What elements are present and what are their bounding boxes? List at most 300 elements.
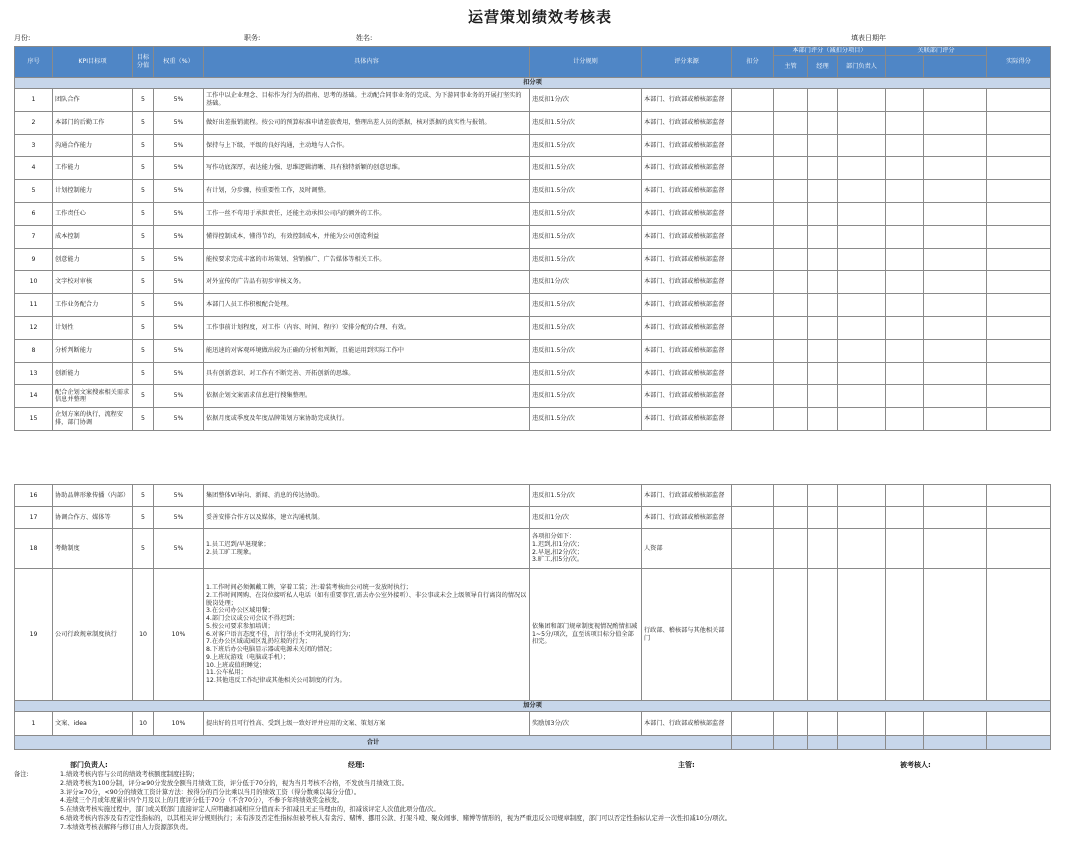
- score-source: 本部门、行政部或稽核部监督: [642, 111, 732, 134]
- score-cell: [732, 157, 774, 180]
- score-cell: [987, 362, 1051, 385]
- weight: 5%: [154, 385, 204, 408]
- scoring-rule: 违反扣1.5分/次: [530, 111, 642, 134]
- kpi-item: 协调合作方、媒体等: [53, 507, 133, 529]
- row-number: 8: [15, 339, 53, 362]
- score-cell: [987, 157, 1051, 180]
- row-number: 11: [15, 294, 53, 317]
- score-cell: [987, 180, 1051, 203]
- score-cell: [987, 89, 1051, 112]
- score-source: 本部门、行政部或稽核部监督: [642, 89, 732, 112]
- row-content: 依据月度或季度及年度品牌策划方案协助完成执行。: [204, 408, 530, 431]
- score-source: 本部门、行政部或稽核部监督: [642, 339, 732, 362]
- name-label: 姓名:: [356, 34, 373, 42]
- score-cell: [838, 180, 886, 203]
- note-item: 2.绩效考核为100分制，评分≥90分发放全额当月绩效工资，评分低于70分的，视为当月考核不合格，不发放当月绩效工资。: [60, 779, 408, 787]
- row-number: 1: [15, 89, 53, 112]
- score-cell: [838, 485, 886, 507]
- scoring-rule: 违反扣1分/次: [530, 271, 642, 294]
- score-cell: [924, 569, 987, 701]
- score-cell: [808, 529, 838, 569]
- score-cell: [886, 529, 924, 569]
- score-cell: [838, 248, 886, 271]
- score-cell: [886, 180, 924, 203]
- score-cell: [838, 316, 886, 339]
- kpi-item: 沟通合作能力: [53, 134, 133, 157]
- score-cell: [808, 339, 838, 362]
- target-score: 5: [133, 385, 154, 408]
- note-item: 5.在绩效考核实施过程中，部门或关联部门直接评定人应明确扣减相应分值而未予扣减且无正当理由的，扣减该评定人次值此项分值/次。: [60, 806, 440, 814]
- score-cell: [808, 271, 838, 294]
- score-cell: [987, 408, 1051, 431]
- total-cell: [808, 736, 838, 750]
- score-cell: [774, 385, 808, 408]
- score-cell: [838, 385, 886, 408]
- score-cell: [924, 712, 987, 736]
- target-score: 5: [133, 180, 154, 203]
- total-label: 合计: [15, 736, 732, 750]
- score-source: 本部门、行政部或稽核部监督: [642, 202, 732, 225]
- score-cell: [924, 248, 987, 271]
- weight: 5%: [154, 134, 204, 157]
- weight: 10%: [154, 569, 204, 701]
- note-item: 3.评分≥70分，<90分的绩效工资计算方法：按得分的百分比乘以当月的绩效工资（得分数乘以每分分值）。: [60, 788, 361, 796]
- total-cell: [732, 736, 774, 750]
- score-cell: [924, 271, 987, 294]
- score-cell: [924, 202, 987, 225]
- table-row: [15, 202, 1051, 225]
- score-cell: [732, 225, 774, 248]
- score-cell: [886, 316, 924, 339]
- score-source: 本部门、行政部或稽核部监督: [642, 316, 732, 339]
- score-cell: [924, 157, 987, 180]
- score-cell: [732, 339, 774, 362]
- score-cell: [838, 134, 886, 157]
- score-cell: [886, 507, 924, 529]
- table-row: [15, 385, 1051, 408]
- scoring-rule: 违反扣1.5分/次: [530, 248, 642, 271]
- score-cell: [886, 712, 924, 736]
- weight: 5%: [154, 339, 204, 362]
- weight: 5%: [154, 529, 204, 569]
- score-cell: [886, 157, 924, 180]
- header-no: 序号: [15, 47, 53, 78]
- header-target: 目标分值: [133, 47, 154, 78]
- scoring-rule: 违反扣1分/次: [530, 89, 642, 112]
- score-cell: [808, 507, 838, 529]
- score-source: 本部门、行政部或稽核部监督: [642, 180, 732, 203]
- score-cell: [987, 712, 1051, 736]
- target-score: 10: [133, 712, 154, 736]
- row-content: 有计划，分步骤，按重要性工作，及时调整。: [204, 180, 530, 203]
- header-content: 具体内容: [204, 47, 530, 78]
- score-cell: [886, 225, 924, 248]
- score-cell: [732, 485, 774, 507]
- row-number: 7: [15, 225, 53, 248]
- score-cell: [987, 569, 1051, 701]
- target-score: 5: [133, 225, 154, 248]
- row-number: 3: [15, 134, 53, 157]
- table-row: [15, 569, 1051, 701]
- score-source: 人资部: [642, 529, 732, 569]
- sign-supervisor: 主管:: [678, 761, 695, 769]
- table-row: [15, 529, 1051, 569]
- weight: 5%: [154, 225, 204, 248]
- row-content: 集团整体VI导向、新闻、消息的传达协助。: [204, 485, 530, 507]
- score-cell: [886, 385, 924, 408]
- sign-dept-head: 部门负责人:: [70, 761, 108, 769]
- score-cell: [838, 362, 886, 385]
- scoring-rule: 违反扣1.5分/次: [530, 294, 642, 317]
- date-label: 填表日期年: [851, 34, 886, 42]
- score-cell: [774, 712, 808, 736]
- score-cell: [924, 294, 987, 317]
- kpi-item: 成本控制: [53, 225, 133, 248]
- score-cell: [808, 362, 838, 385]
- row-content: 懂得控制成本，懂得节约，有效控制成本，并能为公司创造利益: [204, 225, 530, 248]
- kpi-table-upper: [14, 46, 1051, 431]
- score-cell: [774, 507, 808, 529]
- total-cell: [924, 736, 987, 750]
- header-supervisor: 主管: [774, 56, 808, 78]
- score-cell: [774, 316, 808, 339]
- kpi-item: 本部门的后勤工作: [53, 111, 133, 134]
- target-score: 5: [133, 339, 154, 362]
- score-cell: [808, 485, 838, 507]
- score-cell: [987, 339, 1051, 362]
- score-cell: [808, 202, 838, 225]
- score-cell: [774, 111, 808, 134]
- weight: 5%: [154, 111, 204, 134]
- score-cell: [886, 485, 924, 507]
- row-content: 提出好的且可行性高、受到上级一致好评并应用的文案、策划方案: [204, 712, 530, 736]
- weight: 5%: [154, 248, 204, 271]
- score-cell: [808, 569, 838, 701]
- score-cell: [808, 408, 838, 431]
- header-dept-group: 本部门评分（减扣分项目）: [774, 47, 886, 56]
- target-score: 5: [133, 89, 154, 112]
- score-cell: [886, 408, 924, 431]
- score-source: 行政部、稽核部与其他相关部门: [642, 569, 732, 701]
- score-cell: [808, 111, 838, 134]
- weight: 5%: [154, 202, 204, 225]
- note-item: 6.绩效考核内容涉及有否定性指标的，以其相关评分规则执行；未有涉及否定性指标但被考核人有贪污、赌博、挪用公款、打架斗殴、聚众闹事、赌博等情形的，视为严重违反公司规章制度，部门可以否定性指标认定并一次性扣减10分/项次。: [60, 815, 732, 823]
- note-item: 1.绩效考核内容与公司的绩效考核额度制度挂钩；: [60, 771, 199, 778]
- score-cell: [924, 89, 987, 112]
- score-cell: [732, 89, 774, 112]
- scoring-rule: 违反扣1.5分/次: [530, 134, 642, 157]
- row-number: 16: [15, 485, 53, 507]
- score-cell: [924, 385, 987, 408]
- score-cell: [732, 507, 774, 529]
- score-cell: [732, 248, 774, 271]
- row-content: 写作功底深厚，表达能力强、思维逻辑清晰、具有独特新颖的创意思维。: [204, 157, 530, 180]
- note-item: 4.连续三个月或年度累计四个月及以上的月度评分低于70分（不含70分），不参予年终绩效奖金核发。: [60, 797, 344, 805]
- kpi-item: 分析判断能力: [53, 339, 133, 362]
- header-dept-head: 部门负责人: [838, 56, 886, 78]
- score-cell: [774, 294, 808, 317]
- score-cell: [838, 712, 886, 736]
- score-cell: [774, 271, 808, 294]
- kpi-item: 配合企划文案搜索相关需求信息并整理: [53, 385, 133, 408]
- target-score: 5: [133, 485, 154, 507]
- score-cell: [987, 529, 1051, 569]
- score-cell: [924, 485, 987, 507]
- score-cell: [774, 134, 808, 157]
- score-source: 本部门、行政部或稽核部监督: [642, 485, 732, 507]
- kpi-table-lower: [14, 484, 1051, 750]
- table-row: [15, 712, 1051, 736]
- note-item: 7.本绩效考核表解释与修订由人力资源部负责。: [60, 823, 192, 831]
- score-cell: [924, 507, 987, 529]
- score-cell: [924, 180, 987, 203]
- score-cell: [808, 712, 838, 736]
- table-row: [15, 134, 1051, 157]
- scoring-rule: 违反扣1.5分/次: [530, 225, 642, 248]
- score-cell: [732, 408, 774, 431]
- weight: 5%: [154, 89, 204, 112]
- row-number: 5: [15, 180, 53, 203]
- weight: 5%: [154, 485, 204, 507]
- table-row: [15, 271, 1051, 294]
- score-cell: [774, 569, 808, 701]
- table-row: [15, 316, 1051, 339]
- kpi-item: 创新能力: [53, 362, 133, 385]
- row-number: 2: [15, 111, 53, 134]
- score-cell: [838, 225, 886, 248]
- score-cell: [732, 134, 774, 157]
- header-weight: 权重（%）: [154, 47, 204, 78]
- table-row: [15, 248, 1051, 271]
- score-cell: [774, 408, 808, 431]
- kpi-item: 协助品牌形象传播（内部）: [53, 485, 133, 507]
- table-row: [15, 111, 1051, 134]
- kpi-item: 文案、idea: [53, 712, 133, 736]
- row-number: 12: [15, 316, 53, 339]
- score-cell: [732, 316, 774, 339]
- target-score: 5: [133, 157, 154, 180]
- target-score: 5: [133, 294, 154, 317]
- kpi-item: 工作能力: [53, 157, 133, 180]
- kpi-item: 工作业务配合力: [53, 294, 133, 317]
- score-cell: [886, 248, 924, 271]
- score-cell: [886, 362, 924, 385]
- kpi-item: 创意能力: [53, 248, 133, 271]
- score-cell: [774, 362, 808, 385]
- score-cell: [924, 339, 987, 362]
- kpi-item: 企划方案的执行，流程安排，部门协调: [53, 408, 133, 431]
- target-score: 5: [133, 362, 154, 385]
- total-cell: [886, 736, 924, 750]
- target-score: 10: [133, 569, 154, 701]
- score-cell: [732, 202, 774, 225]
- weight: 5%: [154, 271, 204, 294]
- score-cell: [808, 180, 838, 203]
- score-cell: [924, 408, 987, 431]
- kpi-item: 文字校对审核: [53, 271, 133, 294]
- kpi-item: 考勤制度: [53, 529, 133, 569]
- month-label: 月份:: [14, 34, 31, 42]
- score-cell: [987, 271, 1051, 294]
- table-row: [15, 89, 1051, 112]
- score-cell: [838, 339, 886, 362]
- weight: 5%: [154, 362, 204, 385]
- scoring-rule: 违反扣1.5分/次: [530, 362, 642, 385]
- score-cell: [732, 362, 774, 385]
- score-cell: [732, 569, 774, 701]
- row-content: 本部门人员工作积极配合处理。: [204, 294, 530, 317]
- scoring-rule: 违反扣1.5分/次: [530, 316, 642, 339]
- score-source: 本部门、行政部或稽核部监督: [642, 294, 732, 317]
- sign-assessee: 被考核人:: [900, 761, 931, 769]
- row-content: 1.员工迟到/早退现象； 2.员工旷工现象。: [204, 529, 530, 569]
- total-cell: [987, 736, 1051, 750]
- kpi-item: 计划控制能力: [53, 180, 133, 203]
- scoring-rule: 违反扣1.5分/次: [530, 157, 642, 180]
- row-content: 依据企划文案需求信息进行搜集整理。: [204, 385, 530, 408]
- score-cell: [838, 294, 886, 317]
- score-cell: [774, 339, 808, 362]
- weight: 5%: [154, 157, 204, 180]
- row-number: 15: [15, 408, 53, 431]
- row-content: 工作事前计划程度，对工作（内容、时间、程序）安排分配的合理、有效。: [204, 316, 530, 339]
- score-cell: [774, 157, 808, 180]
- score-cell: [886, 89, 924, 112]
- header-peer-group: 关联部门评分: [886, 47, 987, 56]
- score-cell: [886, 294, 924, 317]
- row-content: 做好出差报销流程。按公司的预算标准申请差旅费用，整理出差人员的票据，核对票据的真实性与报销。: [204, 111, 530, 134]
- header-manager: 经理: [808, 56, 838, 78]
- scoring-rule: 违反扣1.5分/次: [530, 202, 642, 225]
- score-source: 本部门、行政部或稽核部监督: [642, 712, 732, 736]
- page-title: 运营策划绩效考核表: [467, 8, 612, 26]
- score-cell: [808, 225, 838, 248]
- score-source: 本部门、行政部或稽核部监督: [642, 507, 732, 529]
- score-cell: [808, 248, 838, 271]
- row-content: 对外宣传的广告品有初步审核义务。: [204, 271, 530, 294]
- score-cell: [838, 89, 886, 112]
- score-cell: [732, 385, 774, 408]
- score-cell: [987, 385, 1051, 408]
- score-cell: [987, 225, 1051, 248]
- target-score: 5: [133, 111, 154, 134]
- scoring-rule: 违反扣1分/次: [530, 507, 642, 529]
- section-deduct: 扣分项: [15, 78, 1051, 89]
- row-number: 14: [15, 385, 53, 408]
- score-cell: [987, 111, 1051, 134]
- target-score: 5: [133, 202, 154, 225]
- row-content: 工作一丝不苟用于承担责任，还能主动承担公司内的额外的工作。: [204, 202, 530, 225]
- kpi-item: 公司行政规章制度执行: [53, 569, 133, 701]
- score-cell: [808, 316, 838, 339]
- row-content: 工作中以企业理念、目标作为行为的指南、思考的基础。主动配合同事业务的完成、为下游同事业务的开展打坚实的基础。: [204, 89, 530, 112]
- score-source: 本部门、行政部或稽核部监督: [642, 385, 732, 408]
- score-cell: [838, 202, 886, 225]
- table-row: [15, 408, 1051, 431]
- scoring-rule: 违反扣1.5分/次: [530, 180, 642, 203]
- score-cell: [924, 225, 987, 248]
- notes-label: 备注:: [14, 771, 29, 778]
- score-source: 本部门、行政部或稽核部监督: [642, 225, 732, 248]
- row-content: 能按要求完成丰富的市场策划、营销推广、广告媒体等相关工作。: [204, 248, 530, 271]
- scoring-rule: 奖励加3分/次: [530, 712, 642, 736]
- notes: [14, 771, 731, 833]
- score-cell: [924, 316, 987, 339]
- table-row: [15, 180, 1051, 203]
- weight: 10%: [154, 712, 204, 736]
- row-content: 保持与上下级，平级的良好沟通，主动地与人合作。: [204, 134, 530, 157]
- table-row: [15, 294, 1051, 317]
- row-number: 18: [15, 529, 53, 569]
- score-cell: [808, 157, 838, 180]
- score-cell: [987, 248, 1051, 271]
- score-cell: [886, 111, 924, 134]
- score-cell: [886, 339, 924, 362]
- row-content: 妥善安排合作方以及媒体，建立沟通机制。: [204, 507, 530, 529]
- scoring-rule: 违反扣1.5分/次: [530, 385, 642, 408]
- row-number: 6: [15, 202, 53, 225]
- score-cell: [924, 111, 987, 134]
- score-cell: [732, 712, 774, 736]
- score-cell: [987, 316, 1051, 339]
- score-cell: [774, 180, 808, 203]
- table-row: [15, 362, 1051, 385]
- scoring-rule: 违反扣1.5分/次: [530, 485, 642, 507]
- score-cell: [774, 202, 808, 225]
- score-cell: [808, 294, 838, 317]
- score-cell: [987, 485, 1051, 507]
- score-cell: [732, 111, 774, 134]
- score-cell: [886, 271, 924, 294]
- scoring-rule: 违反扣1.5分/次: [530, 339, 642, 362]
- score-cell: [838, 271, 886, 294]
- score-cell: [838, 111, 886, 134]
- scoring-rule: 依集团和部门规章制度视情况酌情扣减1~5分/项次，直至该项目标分值全部扣完。: [530, 569, 642, 701]
- row-content: 能迅速的对客观环境做出较为正确的分析和判断，且能运用到实际工作中: [204, 339, 530, 362]
- score-cell: [774, 248, 808, 271]
- target-score: 5: [133, 529, 154, 569]
- score-cell: [732, 271, 774, 294]
- score-cell: [924, 362, 987, 385]
- target-score: 5: [133, 316, 154, 339]
- target-score: 5: [133, 271, 154, 294]
- score-cell: [808, 385, 838, 408]
- score-cell: [886, 134, 924, 157]
- score-cell: [808, 89, 838, 112]
- score-source: 本部门、行政部或稽核部监督: [642, 248, 732, 271]
- score-cell: [987, 202, 1051, 225]
- score-source: 本部门、行政部或稽核部监督: [642, 408, 732, 431]
- header-source: 评分来源: [642, 47, 732, 78]
- header-kpi: KPI目标项: [53, 47, 133, 78]
- weight: 5%: [154, 408, 204, 431]
- score-cell: [987, 294, 1051, 317]
- kpi-item: 团队合作: [53, 89, 133, 112]
- table-row: [15, 339, 1051, 362]
- row-number: 17: [15, 507, 53, 529]
- row-number: 13: [15, 362, 53, 385]
- row-number: 4: [15, 157, 53, 180]
- score-cell: [838, 529, 886, 569]
- score-source: 本部门、行政部或稽核部监督: [642, 134, 732, 157]
- scoring-rule: 违反扣1.5分/次: [530, 408, 642, 431]
- score-cell: [886, 569, 924, 701]
- row-number: 1: [15, 712, 53, 736]
- row-number: 10: [15, 271, 53, 294]
- score-cell: [732, 294, 774, 317]
- score-source: 本部门、行政部或稽核部监督: [642, 271, 732, 294]
- header-rule: 计分规则: [530, 47, 642, 78]
